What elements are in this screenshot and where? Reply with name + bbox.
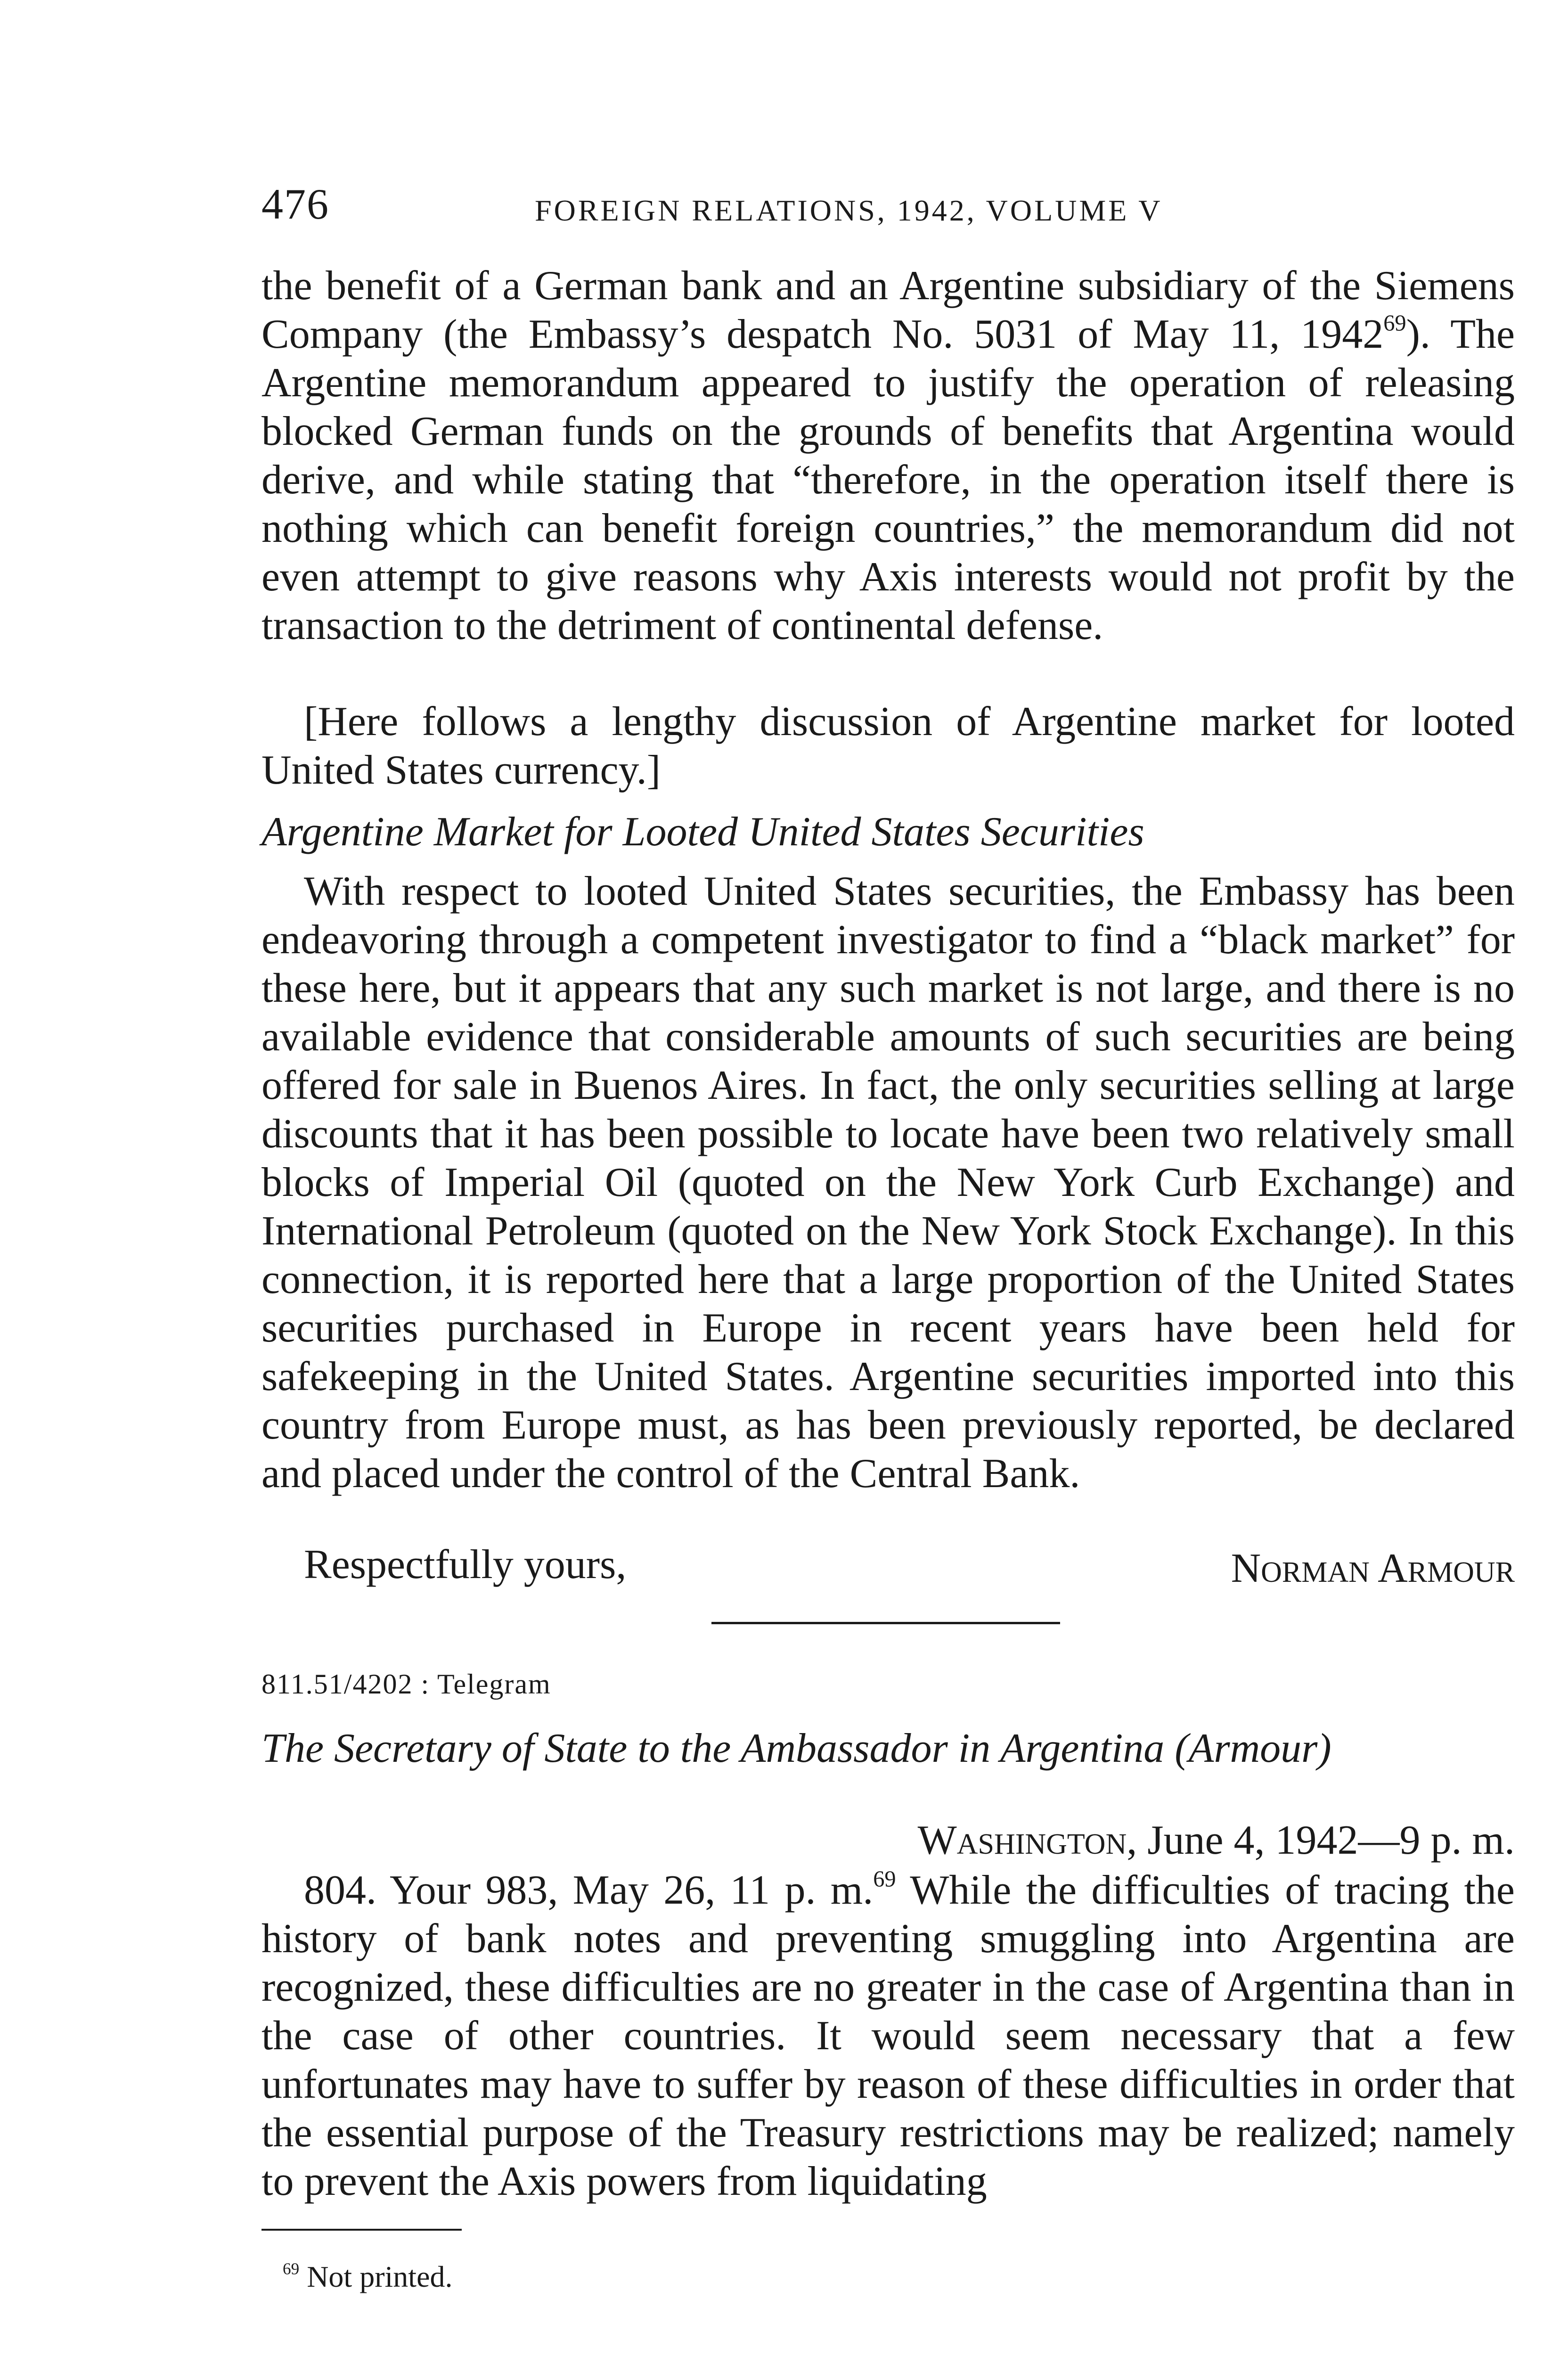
footnote-reference: 69 [873,1866,896,1892]
paragraph-securities: With respect to looted United States securities, the Embassy has been endeavoring through a competent investigator to find a “black market” for these here, but it appears that any such market is not large, and there is no available evidence that considerable amounts of such securities are being offered for sale in Buenos Aires. In fact, the only securities selling at large discounts that it has been possible to locate have been two relatively small blocks of Imperial Oil (quoted on the New York Curb Exchange) and International Petroleum (quoted on the New York Stock Exchange). In this connection, it is reported here that a large proportion of the United States securities purchased in Europe in recent years have been held for safekeeping in the United States. Argentine securities imported into this country from Europe must, as has been previously reported, be declared and placed under the control of the Central Bank. [261,868,1515,1497]
running-head: FOREIGN RELATIONS, 1942, VOLUME V [535,194,1163,227]
letter-closing [261,1541,1515,1593]
dateline-city: Washington [917,1817,1127,1863]
paragraph-telegram-body [261,1866,1515,2206]
footnote [283,2259,452,2294]
page-number: 476 [261,180,329,228]
footnote-reference: 69 [1383,311,1406,336]
editorial-note: [Here follows a lengthy discussion of Argentine market for looted United States currency.] [261,699,1515,793]
file-reference: 811.51/4202 : Telegram [261,1669,551,1700]
paragraph-text: the benefit of a German bank and an Argentine subsidiary of the Siemens Company (the Embassy’s despatch No. 5031 of May 11, 1942 [261,263,1515,357]
footnote-marker: 69 [283,2259,300,2278]
section-divider [711,1622,1060,1624]
document-title: The Secretary of State to the Ambassador in Argentina (Armour) [261,1726,1331,1771]
paragraph-text: While the difficulties of tracing the history of bank notes and preventing smuggling into Argentina are recognized, these difficulties are no greater in the case of Argentina than in the case of other countries. It would seem necessary that a few unfortunates may have to suffer by reason of these difficulties in order that the essential purpose of the Treasury restrictions may be realized; namely to prevent the Axis powers from liquidating [261,1867,1515,2204]
paragraph-text: 804. Your 983, May 26, 11 p. m. [304,1867,874,1913]
page-header [261,179,1515,231]
dateline [918,1816,1515,1864]
paragraph-text: ). The Argentine memorandum appeared to justify the operation of releasing blocked German funds on the grounds of benefits that Argentina would derive, and while stating that “therefore, in the operation itself there is nothing which can benefit foreign countries,” the memorandum did not even attempt to give reasons why Axis interests would not profit by the transaction to the detriment of continental defense. [261,311,1515,648]
signature: Norman Armour [1231,1546,1515,1591]
dateline-date: , June 4, 1942—9 p. m. [1127,1817,1515,1863]
footnote-text: Not printed. [299,2260,453,2293]
footnote-rule [261,2229,462,2231]
section-heading: Argentine Market for Looted United States Securities [261,809,1144,855]
salutation: Respectfully yours, [304,1542,627,1587]
paragraph-continuation [261,262,1515,650]
